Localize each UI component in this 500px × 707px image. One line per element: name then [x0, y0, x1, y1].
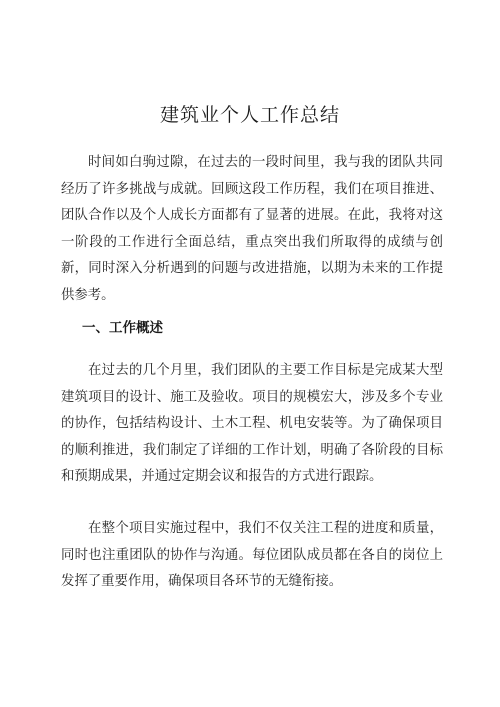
section-heading-overview: 一、工作概述: [82, 320, 163, 336]
section-paragraph: 在过去的几个月里，我们团队的主要工作目标是完成某大型建筑项目的设计、施工及验收。项目的规模宏大，涉及多个专业的协作，包括结构设计、土木工程、机电安装等。为了确保项目的顺利推进，我们制定了详细的工作计划，明确了各阶段的目标和预期成果，并通过定期会议和报告的方式进行跟踪。: [61, 363, 443, 484]
document-title: 建筑业个人工作总结: [159, 104, 340, 126]
intro-paragraph: 时间如白驹过隙，在过去的一段时间里，我与我的团队共同经历了许多挑战与成就。回顾这段工作历程，我们在项目推进、团队合作以及个人成长方面都有了显著的进展。在此，我将对这一阶段的工作进行全面总结，重点突出我们所取得的成绩与创新，同时深入分析遇到的问题与改进措施，以期为未来的工作提供参考。: [61, 155, 443, 303]
section-paragraph: 在整个项目实施过程中，我们不仅关注工程的进度和质量，同时也注重团队的协作与沟通。每位团队成员都在各自的岗位上发挥了重要作用，确保项目各环节的无缝衔接。: [61, 521, 443, 589]
